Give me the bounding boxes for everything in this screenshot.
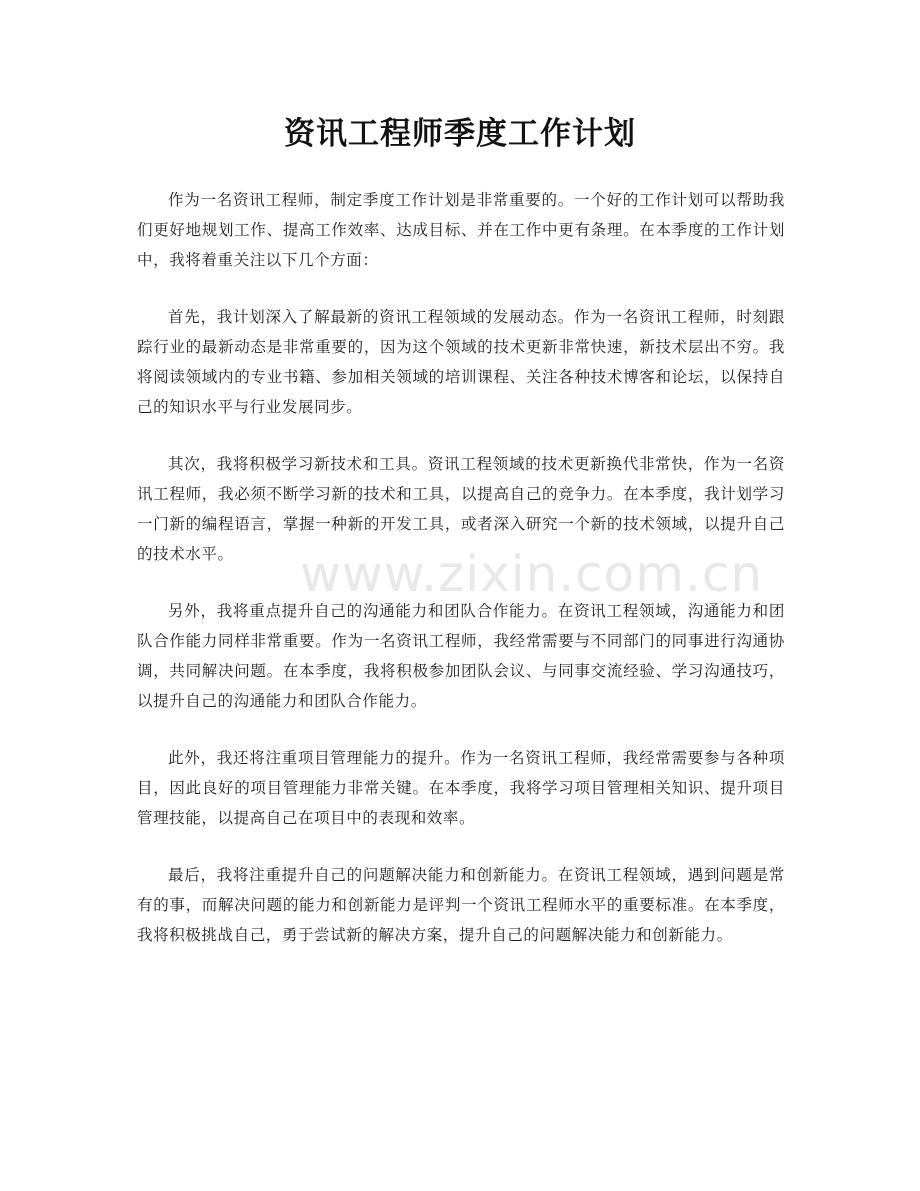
document-body [137,185,785,977]
paragraph-intro: 作为一名资讯工程师，制定季度工作计划是非常重要的。一个好的工作计划可以帮助我们更好地规划工作、提高工作效率、达成目标、并在工作中更有条理。在本季度的工作计划中，我将着重关注以下几个方面： [137,191,785,269]
paragraph-first: 首先，我计划深入了解最新的资讯工程领域的发展动态。作为一名资讯工程师，时刻跟踪行业的最新动态是非常重要的，因为这个领域的技术更新非常快速，新技术层出不穷。我将阅读领域内的专业书籍、参加相关领域的培训课程、关注各种技术博客和论坛，以保持自己的知识水平与行业发展同步。 [137,308,785,416]
paragraph-last: 最后，我将注重提升自己的问题解决能力和创新能力。在资讯工程领域，遇到问题是常有的事，而解决问题的能力和创新能力是评判一个资讯工程师水平的重要标准。在本季度，我将积极挑战自己，勇于尝试新的解决方案，提升自己的问题解决能力和创新能力。 [137,866,785,944]
document-title: 资讯工程师季度工作计划 [284,116,636,152]
watermark: www.zixin.com.cn [300,545,764,603]
paragraph-third: 另外，我将重点提升自己的沟通能力和团队合作能力。在资讯工程领域，沟通能力和团队合作能力同样非常重要。作为一名资讯工程师，我经常需要与不同部门的同事进行沟通协调，共同解决问题。在本季度，我将积极参加团队会议、与同事交流经验、学习沟通技巧，以提升自己的沟通能力和团队合作能力。 [137,602,785,710]
paragraph-fourth: 此外，我还将注重项目管理能力的提升。作为一名资讯工程师，我经常需要参与各种项目，因此良好的项目管理能力非常关键。在本季度，我将学习项目管理相关知识、提升项目管理技能，以提高自己在项目中的表现和效率。 [137,749,785,827]
paragraph-second: 其次，我将积极学习新技术和工具。资讯工程领域的技术更新换代非常快，作为一名资讯工程师，我必须不断学习新的技术和工具，以提高自己的竞争力。在本季度，我计划学习一门新的编程语言，掌握一种新的开发工具，或者深入研究一个新的技术领域，以提升自己的技术水平。 [137,455,785,563]
